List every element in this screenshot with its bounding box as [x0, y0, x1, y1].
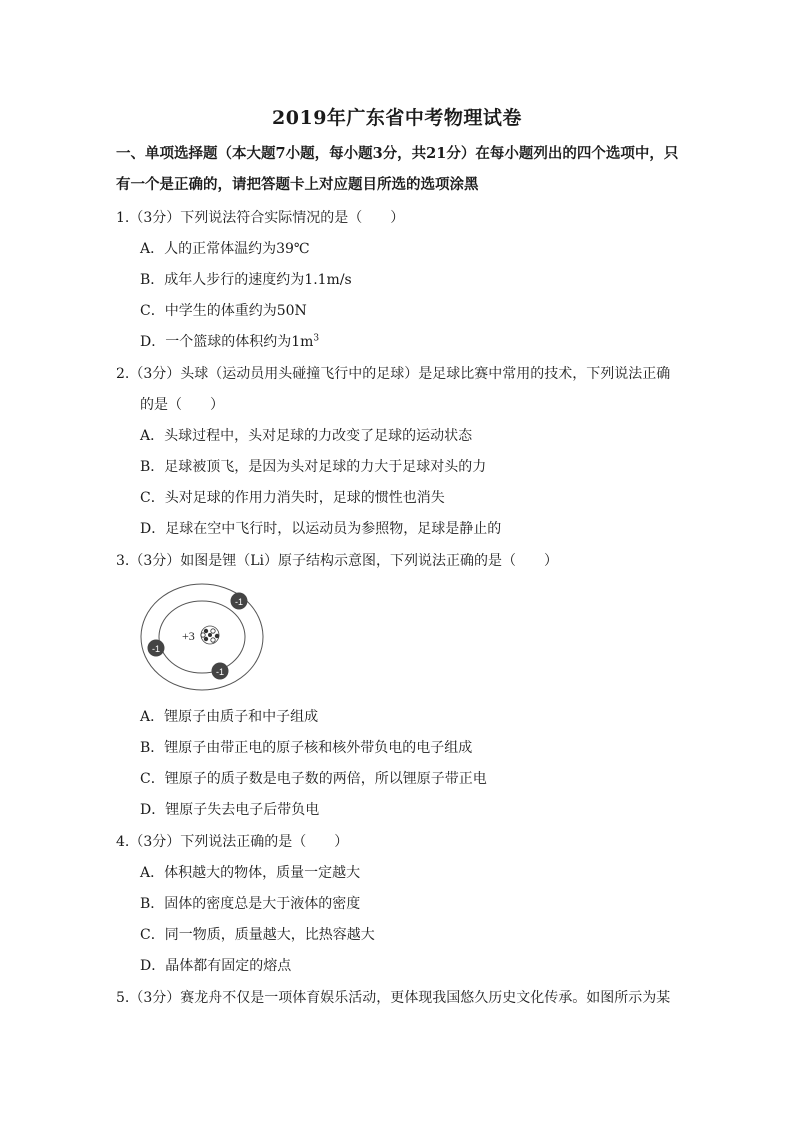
electron-2-label: -1 [151, 644, 161, 654]
question-1-stem: 1.（3分）下列说法符合实际情况的是（ ） [116, 210, 405, 226]
question-1-option-d [140, 331, 319, 351]
question-2-stem-continued: 的是（ ） [140, 397, 224, 413]
question-2-option-b: B．足球被顶飞，是因为头对足球的力大于足球对头的力 [140, 459, 487, 475]
question-4-option-d: D．晶体都有固定的熔点 [140, 958, 292, 974]
electron-2 [148, 640, 165, 657]
question-2-option-c: C．头对足球的作用力消失时，足球的惯性也消失 [140, 490, 445, 506]
question-5-stem: 5.（3分）赛龙舟不仅是一项体育娱乐活动，更体现我国悠久历史文化传承。如图所示为某 [116, 990, 671, 1006]
question-1-option-a: A．人的正常体温约为39℃ [140, 241, 310, 257]
section-heading-line-1: 一、单项选择题（本大题7小题，每小题3分，共21分）在每小题列出的四个选项中，只 [116, 145, 679, 162]
nucleus [201, 626, 219, 644]
cubic-superscript: 3 [313, 333, 320, 344]
question-2-option-a: A．头球过程中，头对足球的力改变了足球的运动状态 [140, 428, 473, 444]
question-4-option-a: A．体积越大的物体，质量一定越大 [140, 865, 361, 881]
electron-1 [231, 593, 248, 610]
question-4-option-c: C．同一物质，质量越大，比热容越大 [140, 927, 375, 943]
question-2-stem: 2.（3分）头球（运动员用头碰撞飞行中的足球）是足球比赛中常用的技术，下列说法正确 [116, 366, 671, 382]
question-4-option-b: B．固体的密度总是大于液体的密度 [140, 896, 361, 912]
electron-3 [212, 663, 229, 680]
question-3-option-d: D．锂原子失去电子后带负电 [140, 802, 320, 818]
question-4-stem: 4.（3分）下列说法正确的是（ ） [116, 834, 349, 850]
page-title: 2019年广东省中考物理试卷 [272, 107, 522, 129]
section-heading-line-2: 有一个是正确的，请把答题卡上对应题目所选的选项涂黑 [116, 176, 479, 193]
question-1-option-b: B．成年人步行的速度约为1.1m/s [140, 272, 352, 288]
question-3-option-c: C．锂原子的质子数是电子数的两倍，所以锂原子带正电 [140, 771, 487, 787]
question-3-option-a: A．锂原子由质子和中子组成 [140, 709, 319, 725]
nucleus-charge-label: +3 [182, 629, 195, 643]
question-3-stem: 3.（3分）如图是锂（Li）原子结构示意图，下列说法正确的是（ ） [116, 553, 559, 569]
question-2-option-d: D．足球在空中飞行时，以运动员为参照物，足球是静止的 [140, 521, 502, 537]
lithium-atom-diagram [134, 582, 264, 694]
electron-3-label: -1 [215, 667, 225, 677]
question-1-option-d-text: D．一个篮球的体积约为1m [140, 334, 314, 350]
electron-1-label: -1 [234, 597, 244, 607]
question-3-option-b: B．锂原子由带正电的原子核和核外带负电的电子组成 [140, 740, 473, 756]
question-1-option-c: C．中学生的体重约为50N [140, 303, 307, 319]
